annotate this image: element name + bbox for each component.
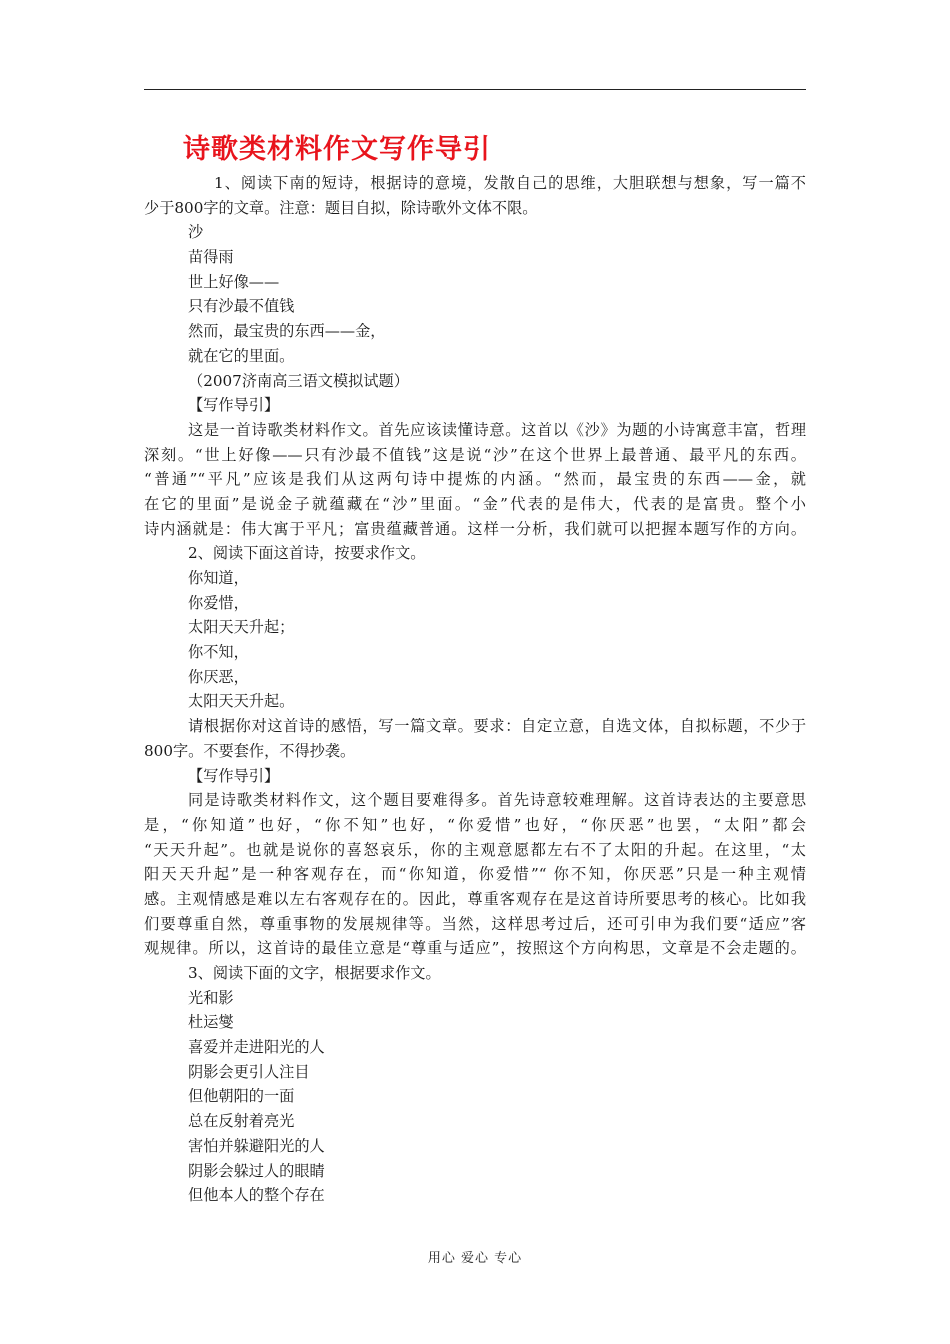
text-line: （2007济南高三语文模拟试题）	[188, 371, 409, 390]
text-line: 但他本人的整个存在	[188, 1186, 325, 1205]
document-title: 诗歌类材料作文写作导引	[183, 134, 491, 165]
text-line: “天天升起”。也就是说你的喜怒哀乐，你的主观意愿都左右不了太阳的升起。在这里，“太	[144, 840, 806, 859]
text-line: 只有沙最不值钱	[188, 297, 295, 316]
text-line: 总在反射着亮光	[188, 1112, 295, 1131]
text-line: 阴影会躲过人的眼睛	[188, 1161, 325, 1180]
text-line: 苗得雨	[188, 248, 234, 267]
text-line: 喜爱并走进阳光的人	[188, 1038, 325, 1057]
text-line: 们要尊重自然，尊重事物的发展规律等。当然，这样思考过后，还可引申为我们要“适应”客	[144, 914, 806, 933]
text-line: 但他朝阳的一面	[188, 1087, 295, 1106]
text-line: 感。主观情感是难以左右客观存在的。因此，尊重客观存在是这首诗所要思考的核心。比如我	[144, 889, 806, 908]
text-line: 你不知，	[188, 643, 249, 662]
page-footer: 用心 爱心 专心	[427, 1251, 523, 1266]
text-line: “普通”“平凡”应该是我们从这两句诗中提炼的内涵。“然而，最宝贵的东西——金，就	[144, 470, 806, 489]
text-line: 2、阅读下面这首诗，按要求作文。	[188, 544, 426, 563]
header-rule	[144, 89, 806, 90]
text-line: 深刻。“世上好像——只有沙最不值钱”这是说“沙”在这个世界上最普通、最平凡的东西。	[144, 445, 806, 464]
text-line: 是，“你知道”也好，“你不知”也好，“你爱惜”也好，“你厌恶”也罢，“太阳”都会	[144, 815, 806, 834]
text-line: 请根据你对这首诗的感悟，写一篇文章。要求：自定立意，自选文体，自拟标题，不少于	[188, 717, 806, 736]
text-line: 【写作导引】	[188, 766, 280, 785]
text-line: 太阳天天升起；	[188, 618, 295, 637]
text-line: 在它的里面”是说金子就蕴藏在“沙”里面。“金”代表的是伟大，代表的是富贵。整个小	[144, 494, 806, 513]
text-line: 诗内涵就是：伟大寓于平凡；富贵蕴藏普通。这样一分析，我们就可以把握本题写作的方向。	[144, 519, 806, 538]
text-line: 害怕并躲避阳光的人	[188, 1136, 325, 1155]
text-line: 观规律。所以，这首诗的最佳立意是“尊重与适应”，按照这个方向构思，文章是不会走题的。	[144, 939, 806, 958]
text-line: 然而，最宝贵的东西——金，	[188, 322, 386, 341]
text-line: 光和影	[188, 988, 234, 1007]
text-line: 少于800字的文章。注意：题目自拟，除诗歌外文体不限。	[144, 198, 538, 217]
text-line: 沙	[188, 223, 204, 242]
text-line: 1、阅读下南的短诗，根据诗的意境，发散自己的思维，大胆联想与想象，写一篇不	[214, 174, 806, 192]
text-line: 就在它的里面。	[188, 346, 295, 365]
text-line: 【写作导引】	[188, 396, 280, 415]
text-line: 同是诗歌类材料作文，这个题目要难得多。首先诗意较难理解。这首诗表达的主要意思	[188, 791, 806, 810]
text-line: 3、阅读下面的文字，根据要求作文。	[188, 964, 441, 982]
text-line: 你爱惜，	[188, 593, 249, 612]
text-line: 你知道，	[188, 569, 249, 587]
text-line: 太阳天天升起。	[188, 692, 295, 711]
text-line: 这是一首诗歌类材料作文。首先应该读懂诗意。这首以《沙》为题的小诗寓意丰富，哲理	[188, 420, 806, 439]
text-line: 杜运燮	[188, 1013, 234, 1032]
text-line: 阴影会更引人注目	[188, 1062, 310, 1081]
text-line: 你厌恶，	[188, 667, 249, 686]
document-body	[144, 171, 806, 1208]
text-line: 800字。不要套作，不得抄袭。	[144, 741, 356, 760]
text-line: 世上好像——	[188, 272, 280, 291]
text-line: 阳天天升起”是一种客观存在，而“你知道，你爱惜”“ 你不知，你厌恶”只是一种主观情	[144, 865, 806, 884]
